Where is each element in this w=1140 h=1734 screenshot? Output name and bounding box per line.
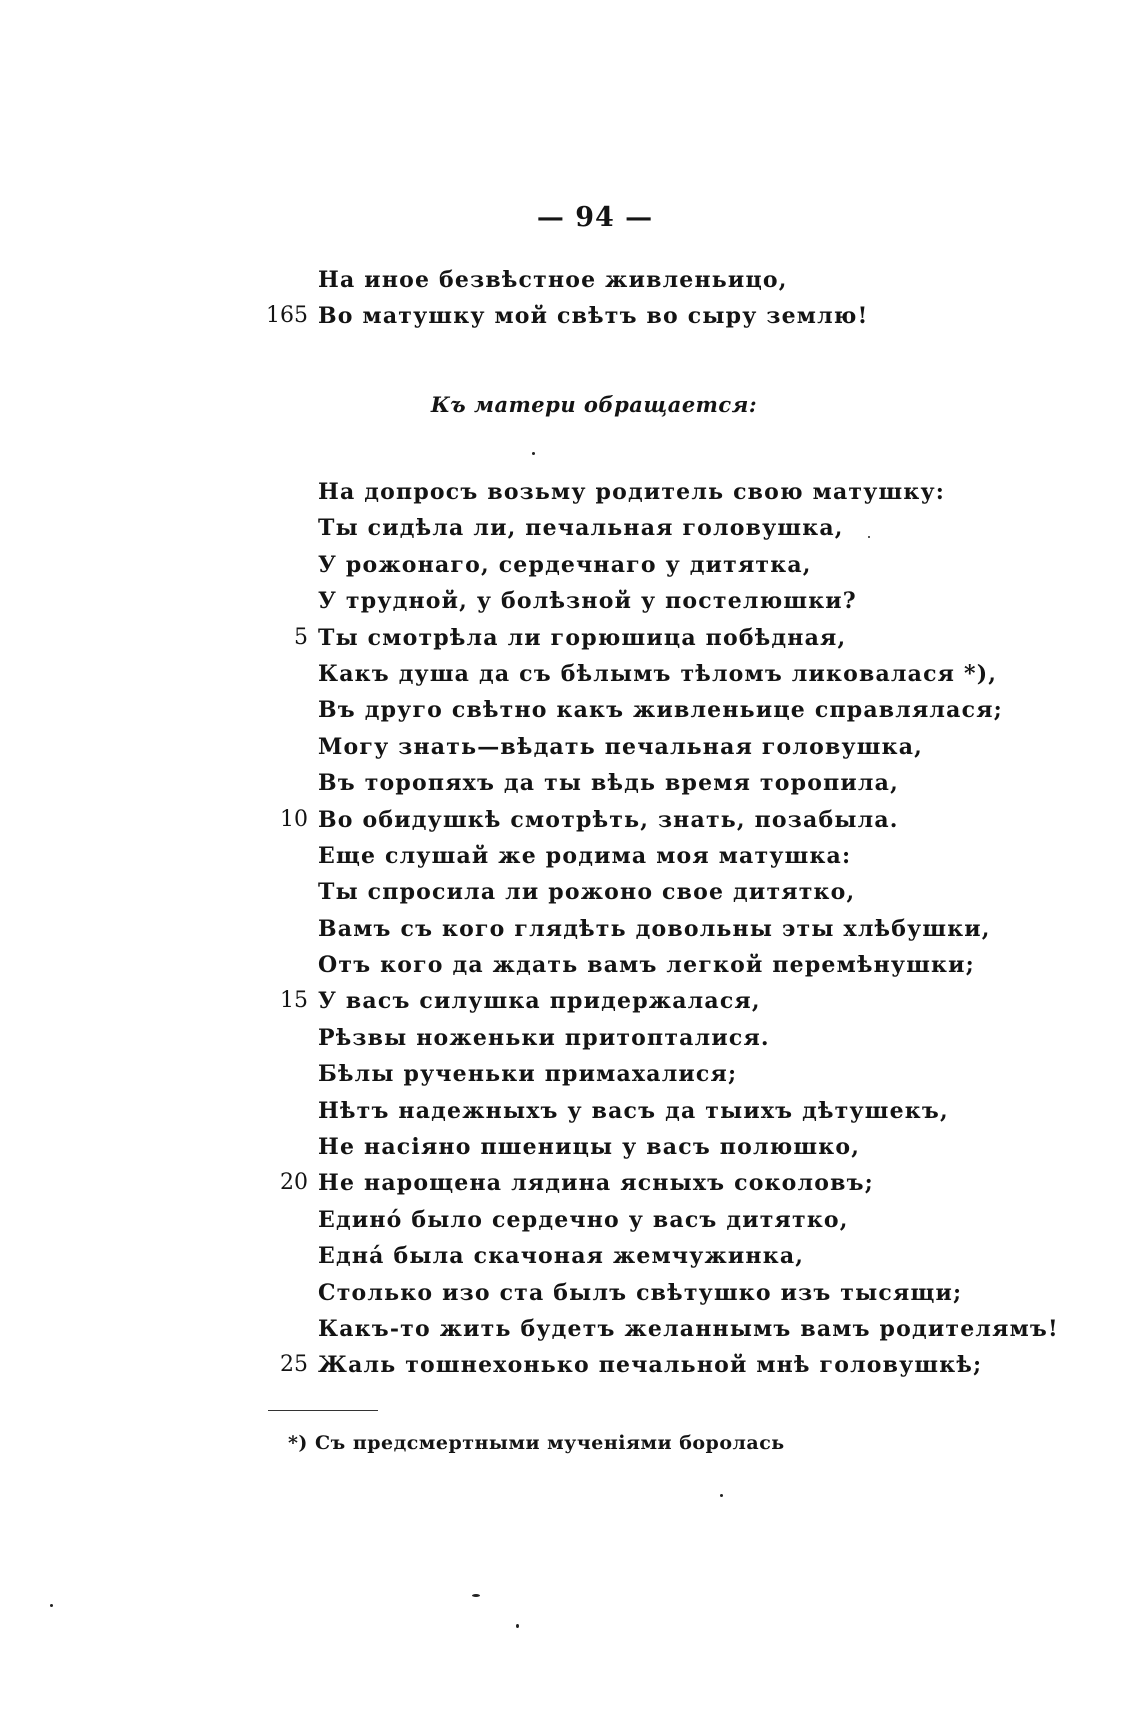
verse-line — [0, 1020, 1140, 1056]
line-text: У рожонаго, сердечнаго у дитятка, — [318, 551, 812, 578]
line-text: Столько изо ста былъ свѣтушко изъ тысящи; — [318, 1279, 963, 1306]
line-text: Ты смотрѣла ли горюшица побѣдная, — [318, 624, 847, 651]
line-text: Отъ кого да ждать вамъ легкой перемѣнушки; — [318, 952, 975, 979]
verse-line — [0, 838, 1140, 874]
line-text: У васъ силушка придержалася, — [318, 988, 761, 1015]
verse-line — [0, 1129, 1140, 1165]
ink-speck — [720, 1494, 723, 1497]
line-text: Нѣтъ надежныхъ у васъ да тыихъ дѣтушекъ, — [318, 1097, 949, 1124]
line-text: Бѣлы рученьки примахалися; — [318, 1061, 738, 1088]
line-text: У трудной, у болѣзной у постелюшки? — [318, 588, 857, 615]
ink-speck — [516, 1624, 519, 1628]
line-text: На иное безвѣстное живленьицо, — [318, 267, 788, 293]
verse-line — [0, 729, 1140, 765]
line-text: Не нарощена лядина ясныхъ соколовъ; — [318, 1170, 874, 1197]
line-text: Ты спросила ли рожоно свое дитятко, — [318, 879, 856, 906]
line-number: 5 — [294, 624, 308, 650]
verse-line — [0, 547, 1140, 583]
line-text: Во обидушкѣ смотрѣть, знать, позабыла. — [318, 806, 899, 833]
ink-speck — [532, 452, 535, 455]
verse-line — [0, 692, 1140, 728]
verse-line — [0, 656, 1140, 692]
verse-line — [0, 874, 1140, 910]
top-stanza — [0, 262, 1140, 335]
ink-speck — [868, 536, 870, 538]
line-number: 165 — [266, 303, 308, 329]
line-text: Вамъ съ кого глядѣть довольны эты хлѣбушки, — [318, 915, 991, 942]
line-text: Въ торопяхъ да ты вѣдь время торопила, — [318, 770, 899, 797]
verse-line — [0, 262, 1140, 298]
verse-line — [0, 1056, 1140, 1092]
line-text: Една́ была скачоная жемчужинка, — [318, 1243, 805, 1270]
verse-line — [0, 911, 1140, 947]
verse-line — [0, 802, 1140, 838]
line-text: Какъ душа да съ бѣлымъ тѣломъ ликовалася *), — [318, 660, 998, 687]
line-number: 10 — [280, 806, 308, 832]
verse-line — [0, 947, 1140, 983]
verse-line — [0, 983, 1140, 1019]
verse-line — [0, 1165, 1140, 1201]
verse-line — [0, 1202, 1140, 1238]
line-number: 20 — [280, 1170, 308, 1196]
verse-line — [0, 510, 1140, 546]
footnote: *) Съ предсмертными мученіями боролась — [288, 1432, 785, 1454]
verse-line — [0, 620, 1140, 656]
verse-line — [0, 1238, 1140, 1274]
line-text: Во матушку мой свѣтъ во сыру землю! — [318, 303, 869, 330]
verse-line — [0, 583, 1140, 619]
page-number: — 94 — — [536, 202, 654, 233]
line-text: Какъ-то жить будетъ желаннымъ вамъ родителямъ! — [318, 1315, 1059, 1342]
ink-speck — [472, 1594, 480, 1597]
poem-stanza — [0, 474, 1140, 1384]
verse-line — [0, 474, 1140, 510]
line-text: Въ друго свѣтно какъ живленьице справлялася; — [318, 697, 1003, 724]
line-text: Ты сидѣла ли, печальная головушка, — [318, 515, 844, 542]
line-text: Рѣзвы ноженьки притопталися. — [318, 1024, 770, 1051]
line-text: Жаль тошнехонько печальной мнѣ головушкѣ; — [318, 1352, 983, 1379]
line-text: Могу знать—вѣдать печальная головушка, — [318, 733, 924, 760]
ink-speck — [50, 1604, 53, 1607]
verse-line — [0, 1347, 1140, 1383]
verse-line — [0, 765, 1140, 801]
verse-line — [0, 1275, 1140, 1311]
verse-line — [0, 1311, 1140, 1347]
line-text: Не насіяно пшеницы у васъ полюшко, — [318, 1134, 861, 1161]
line-text: Еще слушай же родима моя матушка: — [318, 842, 852, 869]
verse-line — [0, 298, 1140, 334]
line-text: Едино́ было сердечно у васъ дитятко, — [318, 1206, 849, 1233]
footnote-rule — [268, 1410, 378, 1411]
line-number: 15 — [280, 988, 308, 1014]
verse-line — [0, 1093, 1140, 1129]
line-number: 25 — [280, 1352, 308, 1378]
section-heading: Къ матери обращается: — [430, 392, 758, 417]
line-text: На допросъ возьму родитель свою матушку: — [318, 479, 946, 505]
